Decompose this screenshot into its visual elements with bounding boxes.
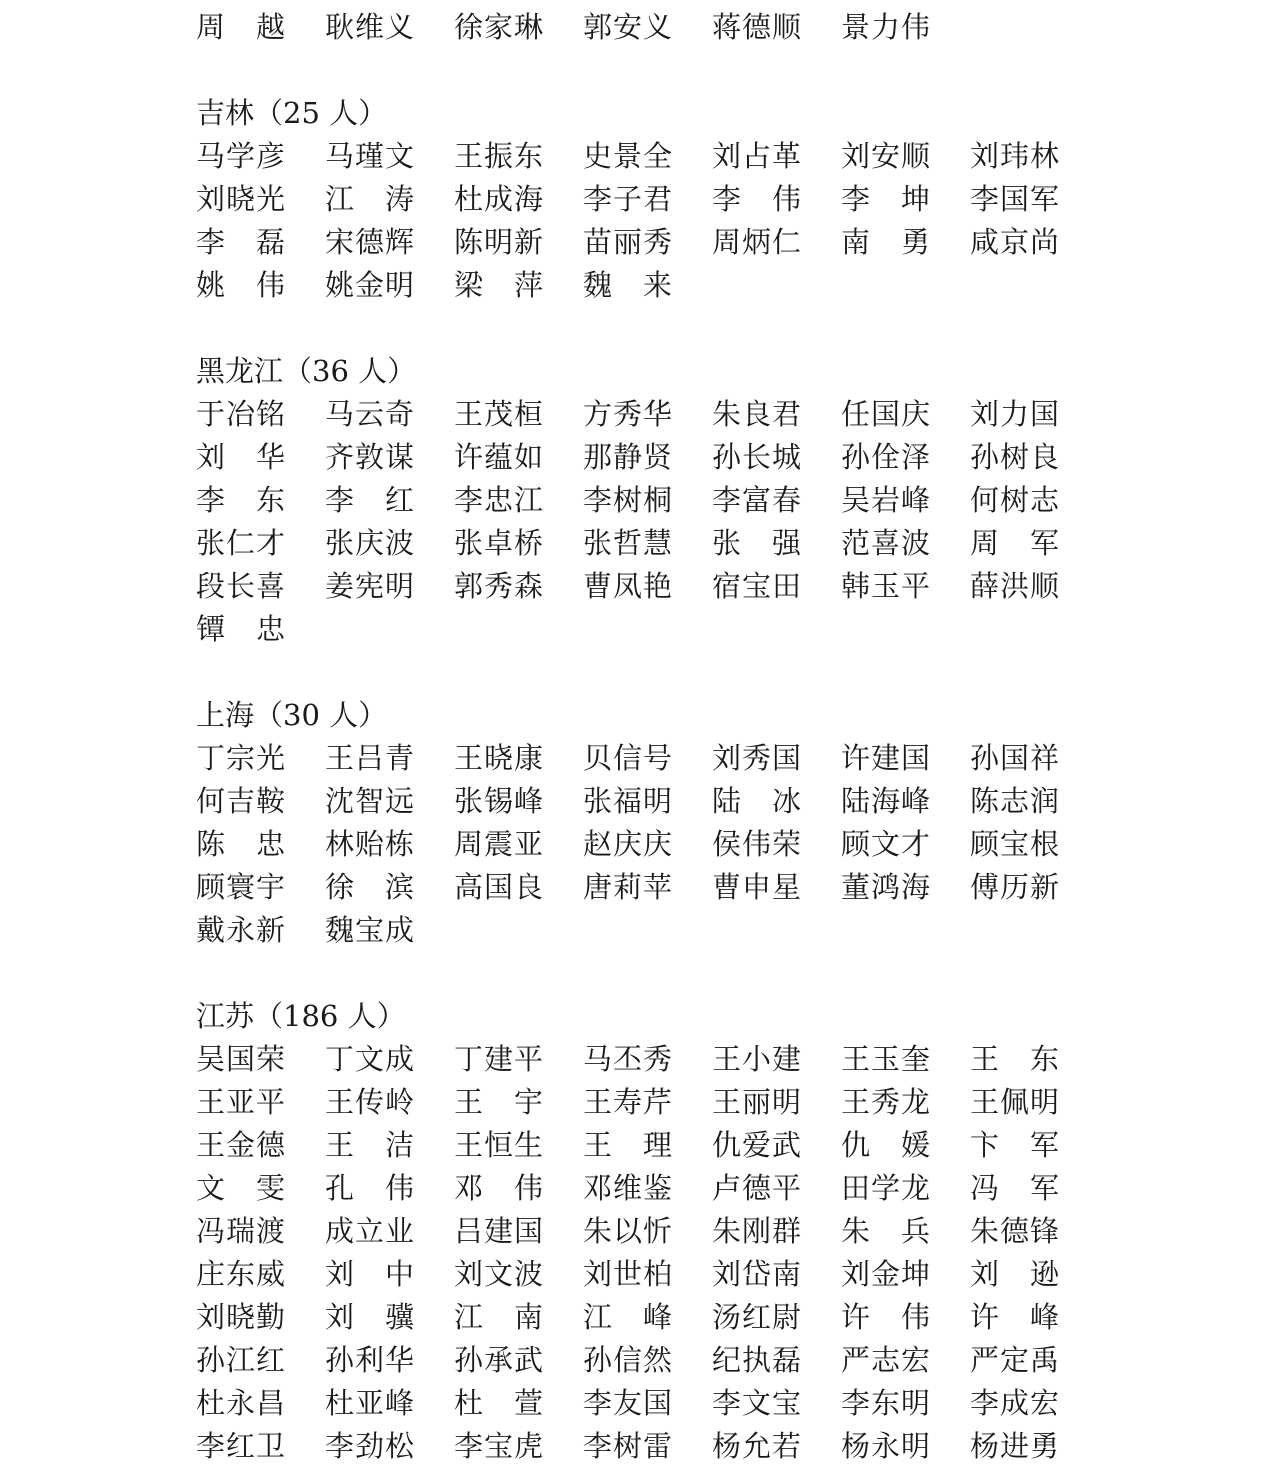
person-name: 孙长城 — [712, 440, 803, 474]
person-name: 杨进勇 — [970, 1429, 1061, 1463]
person-name: 傅历新 — [970, 870, 1061, 904]
name-row — [196, 737, 1096, 780]
person-name: 顾宝根 — [970, 827, 1061, 861]
person-name: 李树雷 — [583, 1429, 674, 1463]
person-name: 徐家琳 — [454, 10, 545, 44]
person-name: 陆 冰 — [712, 784, 802, 818]
person-name: 徐 滨 — [325, 870, 415, 904]
section-spacer — [196, 952, 1096, 995]
person-name: 王寿芹 — [583, 1085, 674, 1119]
person-name: 李 红 — [325, 483, 415, 517]
person-name: 严志宏 — [841, 1343, 932, 1377]
person-name: 仇 媛 — [841, 1128, 931, 1162]
person-name: 齐敦谋 — [325, 440, 416, 474]
person-name: 田学龙 — [841, 1171, 932, 1205]
person-name: 赵庆庆 — [583, 827, 674, 861]
name-row — [196, 1425, 1096, 1468]
person-name: 张卓桥 — [454, 526, 545, 560]
person-name: 朱刚群 — [712, 1214, 803, 1248]
person-name: 王振东 — [454, 139, 545, 173]
person-name: 杜亚峰 — [325, 1386, 416, 1420]
section-heading: 吉林（25 人） — [196, 96, 388, 130]
name-row — [196, 1253, 1096, 1296]
person-name: 侯伟荣 — [712, 827, 803, 861]
name-row — [196, 909, 1096, 952]
person-name: 林贻栋 — [325, 827, 416, 861]
person-name: 曹凤艳 — [583, 569, 674, 603]
person-name: 丁文成 — [325, 1042, 416, 1076]
person-name: 邓 伟 — [454, 1171, 544, 1205]
person-name: 刘秀国 — [712, 741, 803, 775]
person-name: 刘世柏 — [583, 1257, 674, 1291]
person-name: 杨允若 — [712, 1429, 803, 1463]
person-name: 周炳仁 — [712, 225, 803, 259]
person-name: 李文宝 — [712, 1386, 803, 1420]
person-name: 王 洁 — [325, 1128, 415, 1162]
person-name: 陈 忠 — [196, 827, 286, 861]
name-row — [196, 178, 1096, 221]
person-name: 许建国 — [841, 741, 932, 775]
person-name: 周 军 — [970, 526, 1060, 560]
person-name: 江 峰 — [583, 1300, 673, 1334]
name-row — [196, 393, 1096, 436]
person-name: 丁建平 — [454, 1042, 545, 1076]
name-row — [196, 1081, 1096, 1124]
name-row — [196, 1038, 1096, 1081]
person-name: 那静贤 — [583, 440, 674, 474]
person-name: 任国庆 — [841, 397, 932, 431]
person-name: 刘 逊 — [970, 1257, 1060, 1291]
person-name: 陈志润 — [970, 784, 1061, 818]
person-name: 梁 萍 — [454, 268, 544, 302]
person-name: 何树志 — [970, 483, 1061, 517]
name-list-page — [196, 6, 1096, 1468]
person-name: 刘岱南 — [712, 1257, 803, 1291]
person-name: 刘晓光 — [196, 182, 287, 216]
name-row — [196, 221, 1096, 264]
section-heading: 江苏（186 人） — [196, 999, 406, 1033]
person-name: 王茂桓 — [454, 397, 545, 431]
name-row — [196, 780, 1096, 823]
person-name: 许蕴如 — [454, 440, 545, 474]
person-name: 杨永明 — [841, 1429, 932, 1463]
person-name: 耿维义 — [325, 10, 416, 44]
person-name: 李红卫 — [196, 1429, 287, 1463]
person-name: 冯瑞渡 — [196, 1214, 287, 1248]
person-name: 王晓康 — [454, 741, 545, 775]
person-name: 何吉鞍 — [196, 784, 287, 818]
person-name: 张锡峰 — [454, 784, 545, 818]
person-name: 姚 伟 — [196, 268, 286, 302]
sections-container — [196, 49, 1096, 1468]
person-name: 吴国荣 — [196, 1042, 287, 1076]
person-name: 邓维鉴 — [583, 1171, 674, 1205]
person-name: 韩玉平 — [841, 569, 932, 603]
person-name: 史景全 — [583, 139, 674, 173]
name-row — [196, 866, 1096, 909]
person-name: 李劲松 — [325, 1429, 416, 1463]
person-name: 张哲慧 — [583, 526, 674, 560]
person-name: 王 东 — [970, 1042, 1060, 1076]
section-spacer — [196, 651, 1096, 694]
person-name: 沈智远 — [325, 784, 416, 818]
person-name: 仇爱武 — [712, 1128, 803, 1162]
person-name: 朱德锋 — [970, 1214, 1061, 1248]
person-name: 陈明新 — [454, 225, 545, 259]
person-name: 宿宝田 — [712, 569, 803, 603]
person-name: 陆海峰 — [841, 784, 932, 818]
person-name: 刘金坤 — [841, 1257, 932, 1291]
name-row — [196, 436, 1096, 479]
person-name: 魏宝成 — [325, 913, 416, 947]
person-name: 李 坤 — [841, 182, 931, 216]
person-name: 郭秀森 — [454, 569, 545, 603]
person-name: 文 雯 — [196, 1171, 286, 1205]
person-name: 孙江红 — [196, 1343, 287, 1377]
person-name: 高国良 — [454, 870, 545, 904]
person-name: 汤红尉 — [712, 1300, 803, 1334]
person-name: 江 涛 — [325, 182, 415, 216]
person-name: 许 峰 — [970, 1300, 1060, 1334]
person-name: 孔 伟 — [325, 1171, 415, 1205]
person-name: 李 伟 — [712, 182, 802, 216]
person-name: 江 南 — [454, 1300, 544, 1334]
person-name: 曹申星 — [712, 870, 803, 904]
person-name: 刘 骥 — [325, 1300, 415, 1334]
section-spacer — [196, 307, 1096, 350]
name-row — [196, 823, 1096, 866]
person-name: 朱良君 — [712, 397, 803, 431]
person-name: 景力伟 — [841, 10, 932, 44]
person-name: 吴岩峰 — [841, 483, 932, 517]
person-name: 孙利华 — [325, 1343, 416, 1377]
name-row — [196, 479, 1096, 522]
name-row — [196, 1210, 1096, 1253]
person-name: 孙树良 — [970, 440, 1061, 474]
person-name: 杜永昌 — [196, 1386, 287, 1420]
person-name: 李忠江 — [454, 483, 545, 517]
person-name: 朱 兵 — [841, 1214, 931, 1248]
person-name: 吕建国 — [454, 1214, 545, 1248]
person-name: 纪执磊 — [712, 1343, 803, 1377]
person-name: 许 伟 — [841, 1300, 931, 1334]
person-name: 周震亚 — [454, 827, 545, 861]
person-name: 戴永新 — [196, 913, 287, 947]
person-name: 刘玮林 — [970, 139, 1061, 173]
section-heading: 黑龙江（36 人） — [196, 354, 417, 388]
person-name: 李东明 — [841, 1386, 932, 1420]
name-row — [196, 135, 1096, 178]
person-name: 朱以忻 — [583, 1214, 674, 1248]
person-name: 刘 华 — [196, 440, 286, 474]
person-name: 王丽明 — [712, 1085, 803, 1119]
person-name: 李树桐 — [583, 483, 674, 517]
person-name: 李成宏 — [970, 1386, 1061, 1420]
person-name: 王金德 — [196, 1128, 287, 1162]
person-name: 周 越 — [196, 10, 286, 44]
person-name: 杜成海 — [454, 182, 545, 216]
person-name: 王玉奎 — [841, 1042, 932, 1076]
person-name: 咸京尚 — [970, 225, 1061, 259]
person-name: 马瑾文 — [325, 139, 416, 173]
person-name: 孙佺泽 — [841, 440, 932, 474]
person-name: 张仁才 — [196, 526, 287, 560]
person-name: 孙信然 — [583, 1343, 674, 1377]
person-name: 刘占革 — [712, 139, 803, 173]
person-name: 宋德辉 — [325, 225, 416, 259]
person-name: 蒋德顺 — [712, 10, 803, 44]
person-name: 唐莉苹 — [583, 870, 674, 904]
section-spacer — [196, 49, 1096, 92]
person-name: 段长喜 — [196, 569, 287, 603]
name-row — [196, 1124, 1096, 1167]
name-row — [196, 1382, 1096, 1425]
person-name: 贝信号 — [583, 741, 674, 775]
person-name: 李国军 — [970, 182, 1061, 216]
person-name: 孙承武 — [454, 1343, 545, 1377]
person-name: 孙国祥 — [970, 741, 1061, 775]
person-name: 顾文才 — [841, 827, 932, 861]
person-name: 王亚平 — [196, 1085, 287, 1119]
person-name: 刘晓勤 — [196, 1300, 287, 1334]
person-name: 李宝虎 — [454, 1429, 545, 1463]
person-name: 范喜波 — [841, 526, 932, 560]
name-row — [196, 1167, 1096, 1210]
person-name: 王 理 — [583, 1128, 673, 1162]
person-name: 李子君 — [583, 182, 674, 216]
person-name: 严定禹 — [970, 1343, 1061, 1377]
person-name: 卞 军 — [970, 1128, 1060, 1162]
person-name: 张庆波 — [325, 526, 416, 560]
person-name: 丁宗光 — [196, 741, 287, 775]
person-name: 南 勇 — [841, 225, 931, 259]
name-row — [196, 1339, 1096, 1382]
person-name: 卢德平 — [712, 1171, 803, 1205]
person-name: 方秀华 — [583, 397, 674, 431]
person-name: 冯 军 — [970, 1171, 1060, 1205]
name-row — [196, 565, 1096, 608]
person-name: 王小建 — [712, 1042, 803, 1076]
person-name: 李富春 — [712, 483, 803, 517]
person-name: 刘安顺 — [841, 139, 932, 173]
person-name: 王佩明 — [970, 1085, 1061, 1119]
person-name: 王传岭 — [325, 1085, 416, 1119]
person-name: 张 强 — [712, 526, 802, 560]
person-name: 李 东 — [196, 483, 286, 517]
person-name: 于冶铭 — [196, 397, 287, 431]
person-name: 董鸿海 — [841, 870, 932, 904]
name-row — [196, 1296, 1096, 1339]
person-name: 杜 萱 — [454, 1386, 544, 1420]
section-heading: 上海（30 人） — [196, 698, 388, 732]
person-name: 成立业 — [325, 1214, 416, 1248]
person-name: 顾寰宇 — [196, 870, 287, 904]
person-name: 庄东威 — [196, 1257, 287, 1291]
person-name: 李友国 — [583, 1386, 674, 1420]
person-name: 魏 来 — [583, 268, 673, 302]
person-name: 王秀龙 — [841, 1085, 932, 1119]
top-row — [196, 6, 1096, 49]
person-name: 姚金明 — [325, 268, 416, 302]
name-row — [196, 522, 1096, 565]
person-name: 王吕青 — [325, 741, 416, 775]
person-name: 王 宇 — [454, 1085, 544, 1119]
person-name: 张福明 — [583, 784, 674, 818]
person-name: 苗丽秀 — [583, 225, 674, 259]
person-name: 马云奇 — [325, 397, 416, 431]
person-name: 薛洪顺 — [970, 569, 1061, 603]
name-row — [196, 264, 1096, 307]
person-name: 马学彦 — [196, 139, 287, 173]
person-name: 王恒生 — [454, 1128, 545, 1162]
person-name: 刘 中 — [325, 1257, 415, 1291]
person-name: 镡 忠 — [196, 612, 286, 646]
person-name: 刘力国 — [970, 397, 1061, 431]
person-name: 马丕秀 — [583, 1042, 674, 1076]
person-name: 姜宪明 — [325, 569, 416, 603]
person-name: 李 磊 — [196, 225, 286, 259]
name-row — [196, 608, 1096, 651]
person-name: 刘文波 — [454, 1257, 545, 1291]
person-name: 郭安义 — [583, 10, 674, 44]
